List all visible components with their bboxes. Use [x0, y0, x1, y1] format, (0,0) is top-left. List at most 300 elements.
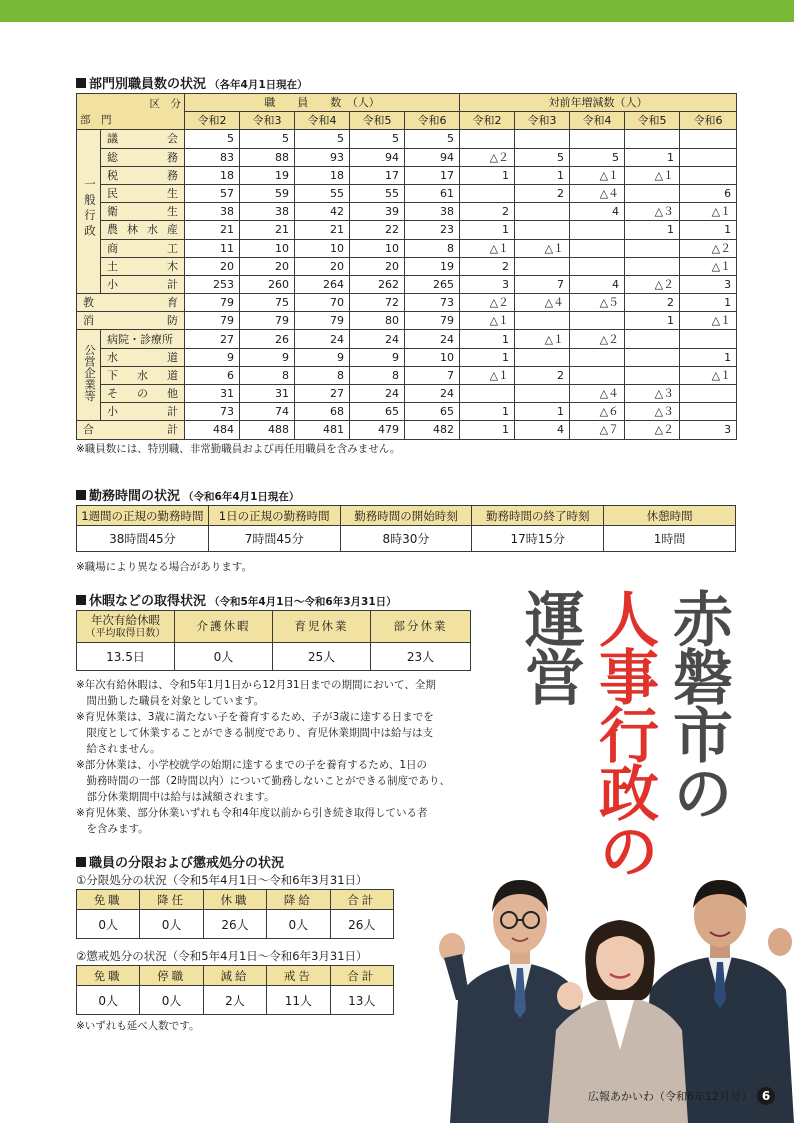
count-cell: 79 [405, 312, 460, 330]
table-row [77, 130, 737, 148]
disc-value-cell: 2人 [203, 986, 266, 1015]
row-label-cell [101, 330, 185, 348]
count-cell: 79 [295, 312, 350, 330]
diff-cell: 1 [680, 294, 737, 312]
count-cell: 18 [295, 166, 350, 184]
diff-cell: △６ [570, 403, 625, 421]
diff-cell: 2 [515, 366, 570, 384]
note-line: 部分休業期間中は給与は減額されます。 [76, 791, 275, 803]
count-cell: 5 [295, 130, 350, 148]
table-row [77, 203, 737, 221]
page-number: 6 [757, 1087, 775, 1105]
staff-photo-illustration [430, 850, 794, 1123]
hours-header-cell: 勤務時間の終了時刻 [472, 506, 604, 526]
note-line: ※育児休業、部分休業いずれも令和4年度以前から引き続き取得している者 [76, 807, 428, 819]
diff-cell [680, 330, 737, 348]
note-line: ※年次有給休暇は、令和5年1月1日から12月31日までの期間において、全期 [76, 679, 436, 691]
diff-cell: 1 [515, 166, 570, 184]
table-row [77, 403, 737, 421]
table-row [77, 275, 737, 293]
count-cell: 265 [405, 275, 460, 293]
diff-cell: △１ [680, 366, 737, 384]
count-cell: 38 [185, 203, 240, 221]
diff-cell [515, 130, 570, 148]
diff-cell: △１ [460, 239, 515, 257]
diff-cell: 1 [515, 403, 570, 421]
leave-header-cell: 育児休業 [273, 611, 371, 643]
staff-count-group-header: 職 員 数 （人） [185, 94, 460, 112]
square-bullet-icon [76, 595, 86, 605]
count-cell: 70 [295, 294, 350, 312]
count-cell: 5 [350, 130, 405, 148]
count-cell: 5 [185, 130, 240, 148]
count-cell: 8 [295, 366, 350, 384]
diff-cell: 2 [460, 257, 515, 275]
diff-cell [515, 221, 570, 239]
count-cell: 9 [350, 348, 405, 366]
count-cell: 264 [295, 275, 350, 293]
count-cell: 22 [350, 221, 405, 239]
staff-note: ※職員数には、特別職、非常勤職員および再任用職員を含みません。 [76, 443, 401, 455]
diff-cell: △３ [625, 203, 680, 221]
diff-cell: △１ [570, 166, 625, 184]
diff-cell: △２ [625, 421, 680, 439]
category-enterprise-label: 公営企業等 [83, 344, 97, 402]
count-cell: 55 [295, 184, 350, 202]
diff-cell: △３ [625, 403, 680, 421]
count-cell: 19 [405, 257, 460, 275]
row-label-cell [77, 294, 185, 312]
disc-header-cell: 戒告 [267, 966, 330, 986]
row-label-cell [101, 221, 185, 239]
diff-group-header: 対前年増減数（人） [460, 94, 737, 112]
diff-cell: 1 [460, 166, 515, 184]
leave-header-cell: 介護休暇 [175, 611, 273, 643]
count-cell: 75 [240, 294, 295, 312]
count-cell: 24 [405, 330, 460, 348]
title-col-1: 赤磐市の [663, 588, 733, 820]
disc-section-title: 職員の分限および懲戒処分の状況 [76, 852, 284, 871]
diff-cell: △１ [515, 239, 570, 257]
row-label-cell [101, 203, 185, 221]
count-cell: 94 [405, 148, 460, 166]
diff-cell [680, 148, 737, 166]
table-row [77, 257, 737, 275]
disc-value-cell: 0人 [140, 910, 203, 939]
count-cell: 481 [295, 421, 350, 439]
diff-cell: 5 [570, 148, 625, 166]
count-cell: 93 [295, 148, 350, 166]
count-cell: 10 [295, 239, 350, 257]
year-header-cell: 令和3 [515, 112, 570, 130]
note-line: 間出勤した職員を対象としています。 [76, 695, 265, 707]
row-label: 教 育 [83, 296, 178, 310]
year-header-cell: 令和3 [240, 112, 295, 130]
count-cell: 26 [240, 330, 295, 348]
diff-cell [515, 257, 570, 275]
disc-header-cell: 免職 [77, 966, 140, 986]
category-general-label: 一般行政 [83, 178, 97, 241]
disc-value-cell: 11人 [267, 986, 330, 1015]
diff-cell [460, 184, 515, 202]
disc-header-cell: 休職 [203, 890, 266, 910]
note-line: 給されません。 [76, 743, 161, 755]
diff-cell: △４ [570, 385, 625, 403]
count-cell: 9 [240, 348, 295, 366]
hours-section-title: 勤務時間の状況 （令和6年4月1日現在） [76, 485, 299, 504]
leave-notes [76, 677, 450, 837]
diff-cell: 2 [515, 184, 570, 202]
row-label: 税 務 [107, 168, 178, 182]
diff-cell: △４ [570, 184, 625, 202]
title-col-2: 人事行政の [589, 588, 659, 878]
hours-value-cell: 7時間45分 [208, 526, 340, 552]
diff-cell: △１ [625, 166, 680, 184]
hours-header-cell: 休憩時間 [604, 506, 736, 526]
table-row [77, 385, 737, 403]
count-cell: 21 [185, 221, 240, 239]
diff-cell: 1 [625, 148, 680, 166]
diff-cell: △１ [680, 203, 737, 221]
count-cell: 484 [185, 421, 240, 439]
count-cell: 5 [405, 130, 460, 148]
diff-cell [625, 184, 680, 202]
row-label: そ の 他 [107, 387, 178, 401]
count-cell: 19 [240, 166, 295, 184]
diff-cell: 4 [570, 275, 625, 293]
diff-cell [515, 312, 570, 330]
disciplinary-table [76, 965, 394, 1015]
count-cell: 262 [350, 275, 405, 293]
row-label: 総 務 [107, 150, 178, 164]
diff-cell: △２ [625, 275, 680, 293]
diff-cell [625, 348, 680, 366]
row-label-cell [101, 239, 185, 257]
count-cell: 5 [240, 130, 295, 148]
diff-cell [460, 385, 515, 403]
count-cell: 94 [350, 148, 405, 166]
count-cell: 20 [295, 257, 350, 275]
diff-cell: △１ [460, 312, 515, 330]
count-cell: 17 [350, 166, 405, 184]
status-disposition-table [76, 889, 394, 939]
count-cell: 57 [185, 184, 240, 202]
disc-header-cell: 合計 [330, 966, 393, 986]
footer-label: 広報あかいわ（令和6年12月号） [588, 1090, 752, 1103]
diff-cell [570, 366, 625, 384]
title-col-3: 運営 [515, 588, 585, 704]
row-label: 合 計 [83, 423, 178, 437]
count-cell: 73 [185, 403, 240, 421]
diff-cell [570, 312, 625, 330]
year-header-cell: 令和4 [295, 112, 350, 130]
row-label: 消 防 [83, 314, 178, 328]
disc-value-cell: 0人 [77, 910, 140, 939]
table-row [77, 366, 737, 384]
diff-cell [680, 403, 737, 421]
diff-cell [680, 130, 737, 148]
row-label: 土 木 [107, 259, 178, 273]
diff-cell: 5 [515, 148, 570, 166]
square-bullet-icon [76, 857, 86, 867]
note-line: 限度として休業することができる制度であり、育児休業期間中は給与は支 [76, 727, 433, 739]
diff-cell: 3 [680, 275, 737, 293]
row-label-cell [101, 275, 185, 293]
year-header-cell: 令和5 [350, 112, 405, 130]
disc-sub1: ①分限処分の状況（令和5年4月1日～令和6年3月31日） [76, 873, 368, 887]
diff-cell: △４ [515, 294, 570, 312]
count-cell: 479 [350, 421, 405, 439]
hours-value-cell: 17時15分 [472, 526, 604, 552]
table-row [77, 166, 737, 184]
count-cell: 59 [240, 184, 295, 202]
row-label: 衛 生 [107, 205, 178, 219]
count-cell: 24 [350, 385, 405, 403]
leave-table [76, 610, 471, 671]
count-cell: 18 [185, 166, 240, 184]
hours-header-cell: 勤務時間の開始時刻 [340, 506, 472, 526]
diff-cell [570, 221, 625, 239]
row-label-cell [101, 130, 185, 148]
corner-header-cell [77, 94, 185, 130]
count-cell: 31 [185, 385, 240, 403]
count-cell: 20 [185, 257, 240, 275]
diff-cell [625, 257, 680, 275]
row-label-cell [101, 348, 185, 366]
category-enterprise-cell [77, 330, 101, 421]
count-cell: 10 [350, 239, 405, 257]
count-cell: 10 [240, 239, 295, 257]
diff-cell: △２ [680, 239, 737, 257]
diff-cell [625, 366, 680, 384]
table-row [77, 421, 737, 439]
year-header-cell: 令和2 [460, 112, 515, 130]
diff-cell [625, 130, 680, 148]
disc-header-cell: 減給 [203, 966, 266, 986]
diff-cell: 2 [460, 203, 515, 221]
row-label-cell [77, 421, 185, 439]
diff-cell [680, 166, 737, 184]
count-cell: 27 [295, 385, 350, 403]
count-cell: 8 [240, 366, 295, 384]
table-row [77, 148, 737, 166]
diff-cell [625, 330, 680, 348]
disc-value-cell: 13人 [330, 986, 393, 1015]
diff-cell: 2 [625, 294, 680, 312]
table-row [77, 312, 737, 330]
row-label: 病院・診療所 [107, 332, 173, 346]
disc-value-cell: 26人 [203, 910, 266, 939]
disc-header-cell: 降任 [140, 890, 203, 910]
staff-section-title: 部門別職員数の状況 （各年4月1日現在） [76, 73, 308, 92]
diff-cell: 1 [625, 221, 680, 239]
year-header-cell: 令和5 [625, 112, 680, 130]
row-label: 水 道 [107, 350, 178, 364]
count-cell: 21 [240, 221, 295, 239]
disc-value-cell: 0人 [77, 986, 140, 1015]
diff-cell: 1 [625, 312, 680, 330]
leave-header-cell: 部分休業 [371, 611, 471, 643]
count-cell: 488 [240, 421, 295, 439]
count-cell: 83 [185, 148, 240, 166]
row-label: 民 生 [107, 187, 178, 201]
disc-header-cell: 停職 [140, 966, 203, 986]
diff-cell: 7 [515, 275, 570, 293]
count-cell: 20 [350, 257, 405, 275]
year-header-cell: 令和6 [680, 112, 737, 130]
count-cell: 21 [295, 221, 350, 239]
leave-header-annual: 年次有給休暇 （平均取得日数） [77, 611, 175, 643]
square-bullet-icon [76, 490, 86, 500]
hours-value-cell: 8時30分 [340, 526, 472, 552]
count-cell: 79 [185, 312, 240, 330]
diff-cell [515, 348, 570, 366]
count-cell: 6 [185, 366, 240, 384]
leave-section-title: 休暇などの取得状況 （令和5年4月1日～令和6年3月31日） [76, 590, 397, 609]
work-hours-table [76, 505, 736, 552]
count-cell: 482 [405, 421, 460, 439]
diff-cell [680, 385, 737, 403]
row-label-cell [101, 184, 185, 202]
staff-count-table [76, 93, 737, 440]
count-cell: 20 [240, 257, 295, 275]
diff-cell [570, 348, 625, 366]
diff-cell: △５ [570, 294, 625, 312]
count-cell: 38 [405, 203, 460, 221]
count-cell: 65 [405, 403, 460, 421]
count-cell: 24 [295, 330, 350, 348]
count-cell: 9 [185, 348, 240, 366]
row-label: 下 水 道 [107, 368, 178, 382]
note-line: ※育児休業は、3歳に満たない子を養育するため、子が3歳に達する日までを [76, 711, 434, 723]
table-row [77, 221, 737, 239]
diff-cell: △２ [570, 330, 625, 348]
row-label-cell [101, 257, 185, 275]
disc-header-cell: 降給 [267, 890, 330, 910]
corner-top-label: 区 分 [149, 97, 181, 110]
hours-note: ※職場により異なる場合があります。 [76, 561, 252, 573]
disc-sub2: ②懲戒処分の状況（令和5年4月1日～令和6年3月31日） [76, 949, 368, 963]
row-label-cell [101, 366, 185, 384]
row-label-cell [101, 166, 185, 184]
top-color-band [0, 0, 794, 22]
hours-header-cell: 1週間の正規の勤務時間 [77, 506, 209, 526]
diff-cell [460, 130, 515, 148]
count-cell: 260 [240, 275, 295, 293]
table-row [77, 330, 737, 348]
row-label: 小 計 [107, 277, 178, 291]
count-cell: 79 [185, 294, 240, 312]
diff-cell: △１ [515, 330, 570, 348]
diff-cell: 1 [680, 348, 737, 366]
count-cell: 23 [405, 221, 460, 239]
diff-cell: 1 [460, 421, 515, 439]
corner-bottom-label: 部 門 [80, 113, 112, 126]
row-label-cell [101, 385, 185, 403]
diff-cell [570, 239, 625, 257]
diff-cell: △２ [460, 294, 515, 312]
row-label: 議 会 [107, 132, 178, 146]
count-cell: 24 [405, 385, 460, 403]
count-cell: 55 [350, 184, 405, 202]
diff-cell [515, 203, 570, 221]
count-cell: 27 [185, 330, 240, 348]
diff-cell: △７ [570, 421, 625, 439]
count-cell: 38 [240, 203, 295, 221]
count-cell: 42 [295, 203, 350, 221]
diff-cell: 6 [680, 184, 737, 202]
count-cell: 24 [350, 330, 405, 348]
note-line: を含みます。 [76, 823, 149, 835]
count-cell: 253 [185, 275, 240, 293]
year-header-cell: 令和4 [570, 112, 625, 130]
row-label: 小 計 [107, 405, 178, 419]
count-cell: 65 [350, 403, 405, 421]
diff-cell: 1 [460, 221, 515, 239]
diff-cell [625, 239, 680, 257]
leave-value-cell: 25人 [273, 643, 371, 671]
table-row [77, 348, 737, 366]
table-row [77, 294, 737, 312]
count-cell: 68 [295, 403, 350, 421]
count-cell: 31 [240, 385, 295, 403]
row-label-cell [101, 403, 185, 421]
year-header-cell: 令和2 [185, 112, 240, 130]
count-cell: 8 [350, 366, 405, 384]
diff-cell: 1 [680, 221, 737, 239]
count-cell: 88 [240, 148, 295, 166]
note-line: ※部分休業は、小学校就学の始期に達するまでの子を養育するため、1日の [76, 759, 428, 771]
page-footer [588, 1087, 775, 1105]
diff-cell: △１ [680, 257, 737, 275]
row-label-cell [77, 312, 185, 330]
disc-value-cell: 26人 [330, 910, 393, 939]
leave-value-cell: 23人 [371, 643, 471, 671]
row-label-cell [101, 148, 185, 166]
diff-cell [570, 130, 625, 148]
count-cell: 72 [350, 294, 405, 312]
note-line: 勤務時間の一部（2時間以内）について勤務しないことができる制度であり、 [76, 775, 450, 787]
count-cell: 74 [240, 403, 295, 421]
disc-header-cell: 免職 [77, 890, 140, 910]
diff-cell: △３ [625, 385, 680, 403]
diff-cell: △１ [680, 312, 737, 330]
leave-value-cell: 0人 [175, 643, 273, 671]
diff-cell: △１ [460, 366, 515, 384]
table-row [77, 239, 737, 257]
table-row [77, 184, 737, 202]
disc-value-cell: 0人 [267, 910, 330, 939]
count-cell: 9 [295, 348, 350, 366]
count-cell: 8 [405, 239, 460, 257]
diff-cell [570, 257, 625, 275]
diff-cell: 1 [460, 348, 515, 366]
hours-value-cell: 1時間 [604, 526, 736, 552]
count-cell: 73 [405, 294, 460, 312]
hours-header-cell: 1日の正規の勤務時間 [208, 506, 340, 526]
diff-cell: 4 [515, 421, 570, 439]
count-cell: 17 [405, 166, 460, 184]
year-header-cell: 令和6 [405, 112, 460, 130]
count-cell: 10 [405, 348, 460, 366]
count-cell: 80 [350, 312, 405, 330]
category-general-cell [77, 130, 101, 294]
count-cell: 11 [185, 239, 240, 257]
count-cell: 61 [405, 184, 460, 202]
leave-value-cell: 13.5日 [77, 643, 175, 671]
diff-cell: 4 [570, 203, 625, 221]
diff-cell: 3 [680, 421, 737, 439]
